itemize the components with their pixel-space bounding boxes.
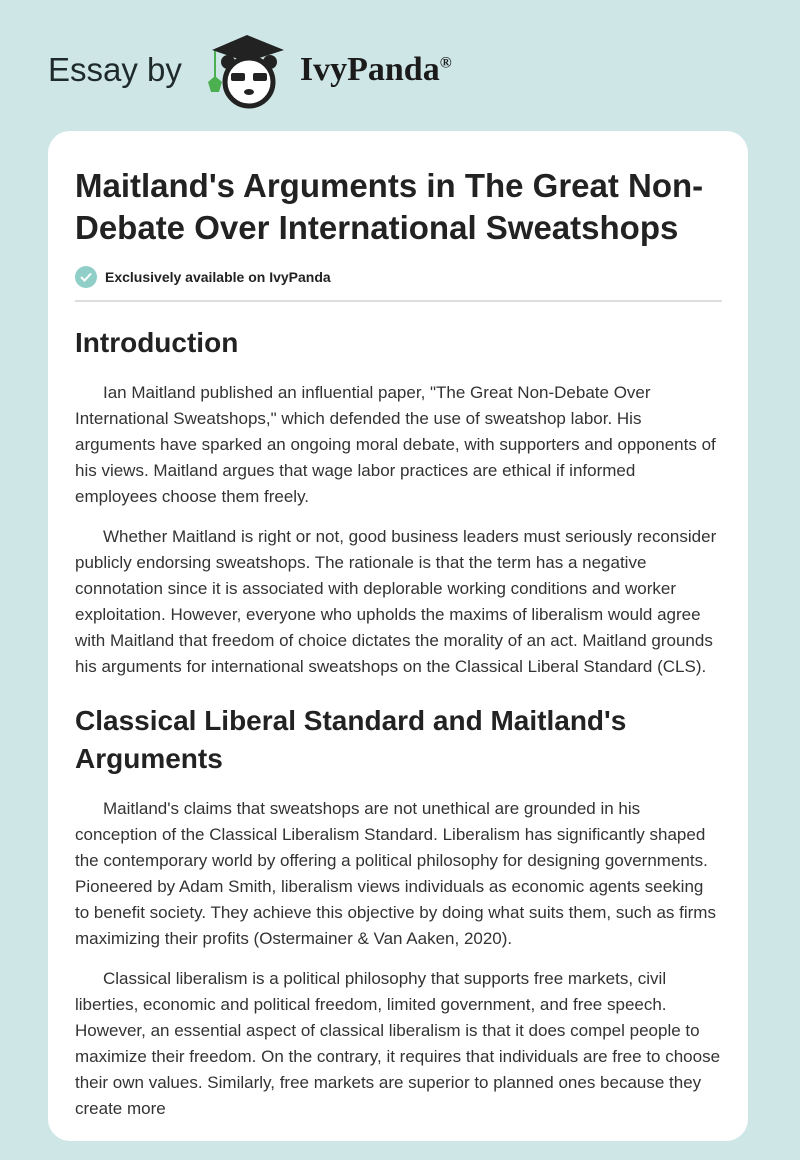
section-heading: Introduction <box>75 327 239 358</box>
check-icon <box>75 266 97 288</box>
paragraph: Maitland's claims that sweatshops are not unethical are grounded in his conception of the Classical Liberalism Standard. Liberalism has significantly shaped the contemporary world by offering a political philosophy for designing governments. Pioneered by Adam Smith, liberalism views individuals as economic agents seeking to benefit society. They achieve this objective by doing what suits them, such as firms maximizing their profits (Ostermainer & Van Aaken, 2020). <box>75 799 716 948</box>
exclusive-badge <box>75 266 722 288</box>
exclusive-text: Exclusively available on IvyPanda <box>105 269 331 285</box>
paragraph: Ian Maitland published an influential paper, "The Great Non-Debate Over International Sweatshops," which defended the use of sweatshop labor. His arguments have sparked an ongoing moral debate, with supporters and opponents of his views. Maitland argues that wage labor practices are ethical if informed employees choose them freely. <box>75 383 716 506</box>
essay-by-label: Essay by <box>48 51 182 88</box>
paragraph: Whether Maitland is right or not, good business leaders must seriously reconsider publicly endorsing sweatshops. The rationale is that the term has a negative connotation since it is associated with deplorable working conditions and worker exploitation. However, everyone who upholds the maxims of liberalism would agree with Maitland that freedom of choice dictates the morality of an act. Maitland grounds his arguments for international sweatshops on the Classical Liberal Standard (CLS). <box>75 527 717 676</box>
section-heading: Classical Liberal Standard and Maitland's Arguments <box>75 705 627 774</box>
paragraph: Classical liberalism is a political philosophy that supports free markets, civil liberties, economic and political freedom, limited government, and free speech. However, an essential aspect of classical liberalism is that it does compel people to maximize their freedom. On the contrary, it requires that individuals are free to choose their own values. Similarly, free markets are superior to planned ones because they create more <box>75 969 721 1118</box>
site-header <box>48 30 452 110</box>
brand-name: IvyPanda® <box>299 51 452 88</box>
essay-card <box>48 131 748 1141</box>
essay-title: Maitland's Arguments in The Great Non-Debate Over International Sweatshops <box>75 167 704 246</box>
divider <box>75 300 722 302</box>
ivypanda-logo-icon <box>202 30 292 110</box>
